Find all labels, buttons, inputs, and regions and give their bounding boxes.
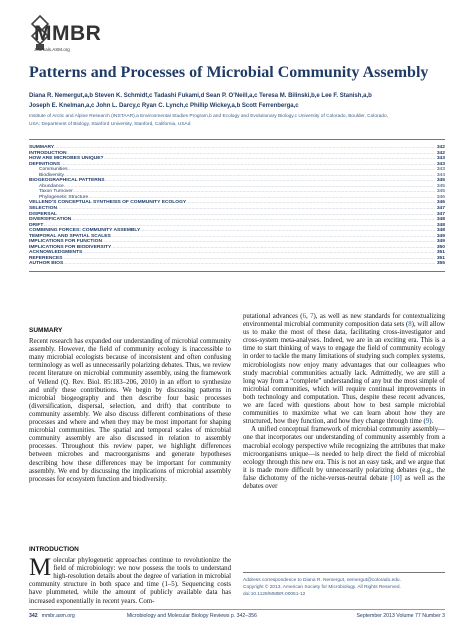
introduction-text: olecular phylogenetic approaches continue to revolutionize the field of microbiology: we now possess the tools to understand high-resolution details about the degree of variation in microbial community structure in both space and time (1–5). Sequencing costs have plummeted, while the amount of publicly available data has increased exponentially in recent years. Com- [29, 557, 231, 605]
summary-heading: SUMMARY [29, 327, 63, 334]
introduction-section [29, 546, 231, 606]
toc-entry-label: DEFINITIONS [29, 161, 60, 167]
toc-entry-page: 348 [436, 228, 445, 234]
article-title: Patterns and Processes of Microbial Community Assembly [29, 64, 429, 81]
toc-entry-page: 350 [436, 244, 445, 250]
author-list [29, 91, 454, 111]
summary-section [29, 327, 231, 484]
toc-entry-label: Communities [39, 167, 68, 173]
citation-link[interactable]: 8 [408, 321, 412, 329]
toc-entry-page: 346 [436, 200, 445, 206]
correspondence-line: Address correspondence to Diana R. Nemergut, nemergut@colorado.edu. [243, 578, 401, 583]
journal-logo-url: Journals.ASM.org [34, 47, 70, 52]
toc-entry-page: 346 [436, 194, 445, 200]
toc-entry-label: SUMMARY [29, 145, 55, 150]
author-line: Joseph E. Knelman,a,c John L. Darcy,c Ryan C. Lynch,c Phillip Wickey,a,b Scott Ferrenberga,c [29, 103, 299, 109]
toc-leader-dots [63, 261, 435, 267]
toc-entry-label: REFERENCES [29, 255, 63, 261]
toc-entry-label: DISPERSAL [29, 211, 57, 217]
toc-entry-page: 348 [436, 217, 445, 223]
toc-entry-label: INTRODUCTION [29, 150, 67, 156]
toc-entry-page: 349 [436, 239, 445, 245]
body-paragraph [243, 313, 445, 426]
footer-journal: Microbiology and Molecular Biology Reviews p. 342–356 [126, 613, 257, 619]
text-span: ), will allow us to make the most of these data, facilitating cross-investigator and cross-system meta-analyses. Indeed, we are in an exciting era. This is a time to start thinking of ways to engage the field of community ecology in order to tackle the many limitations of studying such complex systems, microbiologists now enjoy many advantages that our colleagues who study macrobial communities actually lack. Admittedly, we are still a long way from a “complete” understanding of any but the most simple of microbial communities, which will require continual improvements in both technology and computation. Thus, despite these recent advances, we are faced with questions about how to best sample microbial communities to maximize what we can learn about how they are structured, how they function, and how they change through time ( [243, 321, 446, 426]
toc-entry-label: IMPLICATIONS FOR FUNCTION [29, 239, 102, 245]
toc-entry-page: 349 [436, 233, 445, 239]
text-span: ). [429, 418, 434, 426]
toc-entry-page: 343 [436, 167, 445, 173]
citation-link[interactable]: 10 [392, 474, 400, 482]
text-span: ] as well as the debates over [243, 474, 445, 490]
text-span: , [305, 313, 311, 320]
toc-entry[interactable] [29, 261, 445, 267]
page-number: 342 [29, 613, 38, 619]
toc-entry-label: Taxon Turnover [39, 189, 73, 195]
table-of-contents [29, 139, 445, 272]
affiliation-line: Institute of Arctic and Alpine Research (INSTAAR),a Environmental Studies Program,b and Ecology and Evolutionary Biology,c University of Colorado, Boulder, Colorado, [29, 114, 388, 119]
toc-entry-label: Abundance [39, 183, 64, 189]
text-span: ), as well as new standards for contextualizing environmental microbial community composition data sets ( [243, 313, 446, 329]
toc-entry-label: COMBINING FORCES: COMMUNITY ASSEMBLY [29, 228, 141, 234]
toc-entry-label: SELECTION [29, 206, 57, 212]
author-line: Diana R. Nemergut,a,b Steven K. Schmidt,c Tadashi Fukami,d Sean P. O’Neill,a,c Teresa M. Bilinski,b,e Lee F. Stanish,a,b [29, 93, 372, 99]
toc-entry-page: 343 [436, 161, 445, 167]
drop-cap: M [29, 554, 52, 582]
toc-entry-page: 351 [436, 255, 445, 261]
copyright-line: Copyright © 2013, American Society for Microbiology. All Rights Reserved. [243, 585, 401, 590]
affiliation-line: USA; Department of Biology, Stanford University, Stanford, California, USAd [29, 121, 191, 127]
footer-url[interactable]: mmbr.asm.org [41, 613, 75, 619]
toc-entry-label: HOW ARE MICROBES UNIQUE? [29, 156, 104, 162]
introduction-paragraph [29, 554, 231, 606]
toc-entry-page: 342 [436, 150, 445, 156]
citation-link[interactable]: 9 [425, 418, 430, 426]
toc-entry-label: BIOGEOGRAPHICAL PATTERNS [29, 178, 105, 184]
toc-entry-page: 344 [436, 172, 445, 178]
toc-entry-page: 345 [436, 178, 445, 184]
text-span: A unified conceptual framework of microbial community assembly—one that incorporates our understanding of community assembly from a macrobial ecology perspective while recognizing the attributes that make microorganisms unique—is needed to help direct the field of microbial ecology through this new era. This is not an easy task, and we argue that it is made more difficult by unnecessarily polarizing debates (e.g., the false dichotomy of the niche-versus-neutral debate [ [243, 426, 445, 482]
citation-link[interactable]: 7 [310, 313, 314, 320]
toc-entry-page: 351 [436, 250, 445, 256]
toc-entry-label: DIVERSIFICATION [29, 217, 72, 223]
toc-entry-page: 348 [436, 222, 445, 228]
toc-entry-page: 347 [436, 206, 445, 212]
toc-entry-page: 343 [436, 156, 445, 162]
page-footer [29, 609, 445, 619]
toc-entry-label: DRIFT [29, 222, 44, 228]
affiliations [29, 113, 454, 128]
toc-entry-page: 345 [436, 183, 445, 189]
toc-entry-label: VELLEND’S CONCEPTUAL SYNTHESIS OF COMMUNITY ECOLOGY [29, 200, 187, 206]
toc-entry-label: AUTHOR BIOS [29, 261, 64, 267]
introduction-heading: INTRODUCTION [29, 546, 79, 553]
correspondence-note [243, 572, 445, 598]
toc-entry-label: Biodiversity [39, 172, 65, 178]
citation-link[interactable]: 6 [302, 313, 306, 320]
journal-logo-name: MMBR [34, 22, 102, 45]
toc-entry-label: ACKNOWLEDGMENTS [29, 250, 83, 256]
body-paragraph [243, 426, 445, 491]
toc-entry-label: TEMPORAL AND SPATIAL SCALES [29, 233, 111, 239]
footer-issue: September 2013 Volume 77 Number 3 [356, 613, 445, 619]
doi-line: doi:10.1128/MMBR.00051-12 [243, 592, 306, 597]
toc-entry-page: 347 [436, 211, 445, 217]
toc-entry-label: IMPLICATIONS FOR BIODIVERSITY [29, 244, 112, 250]
toc-entry-page: 342 [436, 145, 445, 150]
body-right-column [243, 313, 445, 491]
toc-entry-page: 355 [436, 261, 445, 267]
toc-entry-label: Phylogenetic Structure [39, 194, 89, 200]
text-span: putational advances ( [243, 313, 303, 320]
toc-entry-page: 345 [436, 189, 445, 195]
summary-text: Recent research has expanded our understanding of microbial community assembly. However, the field of community ecology is inaccessible to many microbial ecologists because of inconsistent and often confusing terminology as well as unnecessarily polarizing debates. Thus, we review recent literature on microbial community assembly, using the framework of Vellend (Q. Rev. Biol. 85:183–206, 2010) in an effort to synthesize and unify these contributions. We begin by discussing patterns in microbial biogeography and then describe four basic processes (diversification, dispersal, selection, and drift) that contribute to community assembly. We also discuss different combinations of these processes and where and when they may be most important for shaping microbial communities. The spatial and temporal scales of microbial community assembly are also discussed in relation to assembly processes. Throughout this review paper, we highlight differences between microbes and macroorganisms and generate hypotheses describing how these differences may be important for community assembly. We end by discussing the implications of microbial assembly processes for ecosystem function and biodiversity. [29, 338, 231, 483]
